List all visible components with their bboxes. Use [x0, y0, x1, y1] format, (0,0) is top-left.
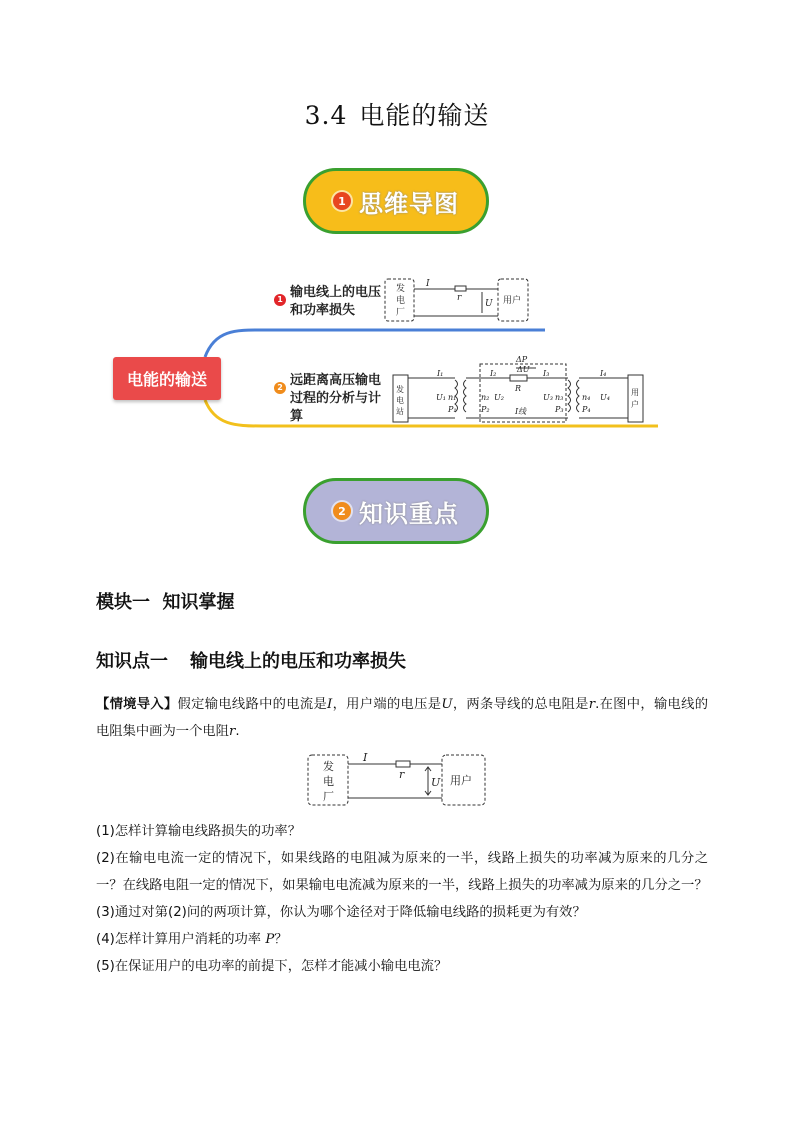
number-badge-2: 2: [274, 382, 286, 394]
mm-source-char-2: 电: [396, 296, 406, 306]
mindmap-branch-1-label: 输电线上的电压和功率损失: [290, 285, 382, 318]
mm-label-I4: I₄: [600, 369, 607, 378]
mindmap-branch-1: [274, 284, 386, 320]
intro-text: .在图中，输电线的电阻集中画为一个电阻: [96, 697, 709, 739]
mm-label-U3: U₃: [543, 393, 553, 402]
question-4-text: (4)怎样计算用户消耗的功率: [96, 932, 262, 947]
mm-label-U1: U₁: [436, 393, 446, 402]
user-label: 用户: [450, 774, 472, 787]
mindmap-branch-2-label: 远距离高压输电过程的分析与计算: [290, 373, 382, 424]
resistor-label: r: [399, 768, 405, 781]
mindmap-branch-2: [274, 372, 389, 426]
source-char-2: 电: [323, 775, 334, 788]
source-char-3: 厂: [323, 790, 334, 803]
variable-P: P: [265, 932, 275, 947]
source-char-1: 发: [323, 760, 334, 773]
mm-label-P2: P₂: [481, 405, 490, 414]
section-banner-key-points: [303, 478, 489, 544]
mm-label-n1: n₁: [448, 393, 457, 402]
mm-label-U4: U₄: [600, 393, 610, 402]
variable-r: r: [588, 697, 596, 712]
mm-source-char-1: 发: [396, 284, 406, 294]
transmission-circuit-diagram: [307, 753, 487, 807]
knowledge-point-heading: [96, 647, 406, 673]
question-4: [96, 926, 708, 953]
scenario-tag: 【情境导入】: [96, 697, 178, 712]
page-title: 3.4 电能的输送: [304, 101, 490, 130]
mm-label-delta-P: ΔP: [516, 355, 528, 364]
mm-station-char-3: 站: [396, 407, 404, 416]
mm-label-n4: n₄: [582, 393, 591, 402]
number-badge-1: 1: [274, 294, 286, 306]
mm-label-n3: n₃: [555, 393, 564, 402]
module-heading: 模块一 知识掌握: [96, 592, 235, 613]
mm-label-delta-U: ΔU: [517, 365, 530, 374]
knowledge-point-label: 知识点一: [96, 651, 168, 672]
intro-text: .: [235, 724, 240, 739]
question-list: [96, 818, 708, 980]
mm-user-char-1: 用: [631, 388, 639, 397]
mm-label-I2: I₂: [490, 369, 497, 378]
number-badge-2: 2: [333, 502, 351, 520]
knowledge-point-title: 输电线上的电压和功率损失: [190, 651, 406, 672]
variable-U: U: [441, 697, 453, 712]
question-4-end: ？: [274, 932, 288, 947]
mm-label-n2: n₂: [481, 393, 490, 402]
section-banner-label: 知识重点: [359, 499, 459, 528]
intro-text: ，用户端的电压是: [332, 697, 442, 712]
mm-voltage-label: U: [485, 299, 493, 309]
mm-station-char-1: 发: [396, 385, 404, 394]
mm-label-P4: P₄: [582, 405, 591, 414]
question-1: (1)怎样计算输电线路损失的功率？: [96, 824, 301, 839]
mm-source-char-3: 厂: [396, 308, 406, 318]
mm-label-U2: U₂: [494, 393, 504, 402]
scenario-intro-paragraph: [96, 691, 708, 745]
mm-station-char-2: 电: [396, 396, 404, 405]
intro-text: ，两条导线的总电阻是: [452, 697, 589, 712]
mm-user-label: 用户: [503, 296, 522, 306]
number-badge-1: 1: [333, 192, 351, 210]
mm-user-char-2: 户: [631, 400, 639, 409]
variable-I: I: [327, 697, 333, 712]
variable-r: r: [228, 724, 236, 739]
question-3: (3)通过对第(2)问的两项计算，你认为哪个途径对于降低输电线路的损耗更为有效？: [96, 905, 586, 920]
mindmap-root-node: 电能的输送: [113, 357, 221, 400]
mindmap-branch-line-1: [205, 330, 545, 357]
intro-text: 假定输电线路中的电流是: [177, 697, 328, 712]
question-5: (5)在保证用户的电功率的前提下，怎样才能减小输电电流？: [96, 959, 448, 974]
current-label: I: [363, 753, 368, 764]
section-banner-label: 思维导图: [359, 189, 459, 218]
mm-label-R: R: [515, 384, 522, 393]
mm-current-label: I: [426, 279, 430, 289]
mm-label-I3: I₃: [543, 369, 550, 378]
mm-label-I1: I₁: [437, 369, 444, 378]
mm-resistor-label: r: [457, 293, 462, 303]
mm-label-P3: P₃: [555, 405, 564, 414]
mm-label-I-line: I线: [515, 407, 527, 416]
voltage-label: U: [431, 776, 441, 789]
mm-label-P1: P₁: [448, 405, 457, 414]
question-2: (2)在输电电流一定的情况下，如果线路的电阻减为原来的一半，线路上损失的功率减为原来的几分之一？在线路电阻一定的情况下，如果输电电流减为原来的一半，线路上损失的功率减为原来的几分之一？: [96, 851, 708, 893]
